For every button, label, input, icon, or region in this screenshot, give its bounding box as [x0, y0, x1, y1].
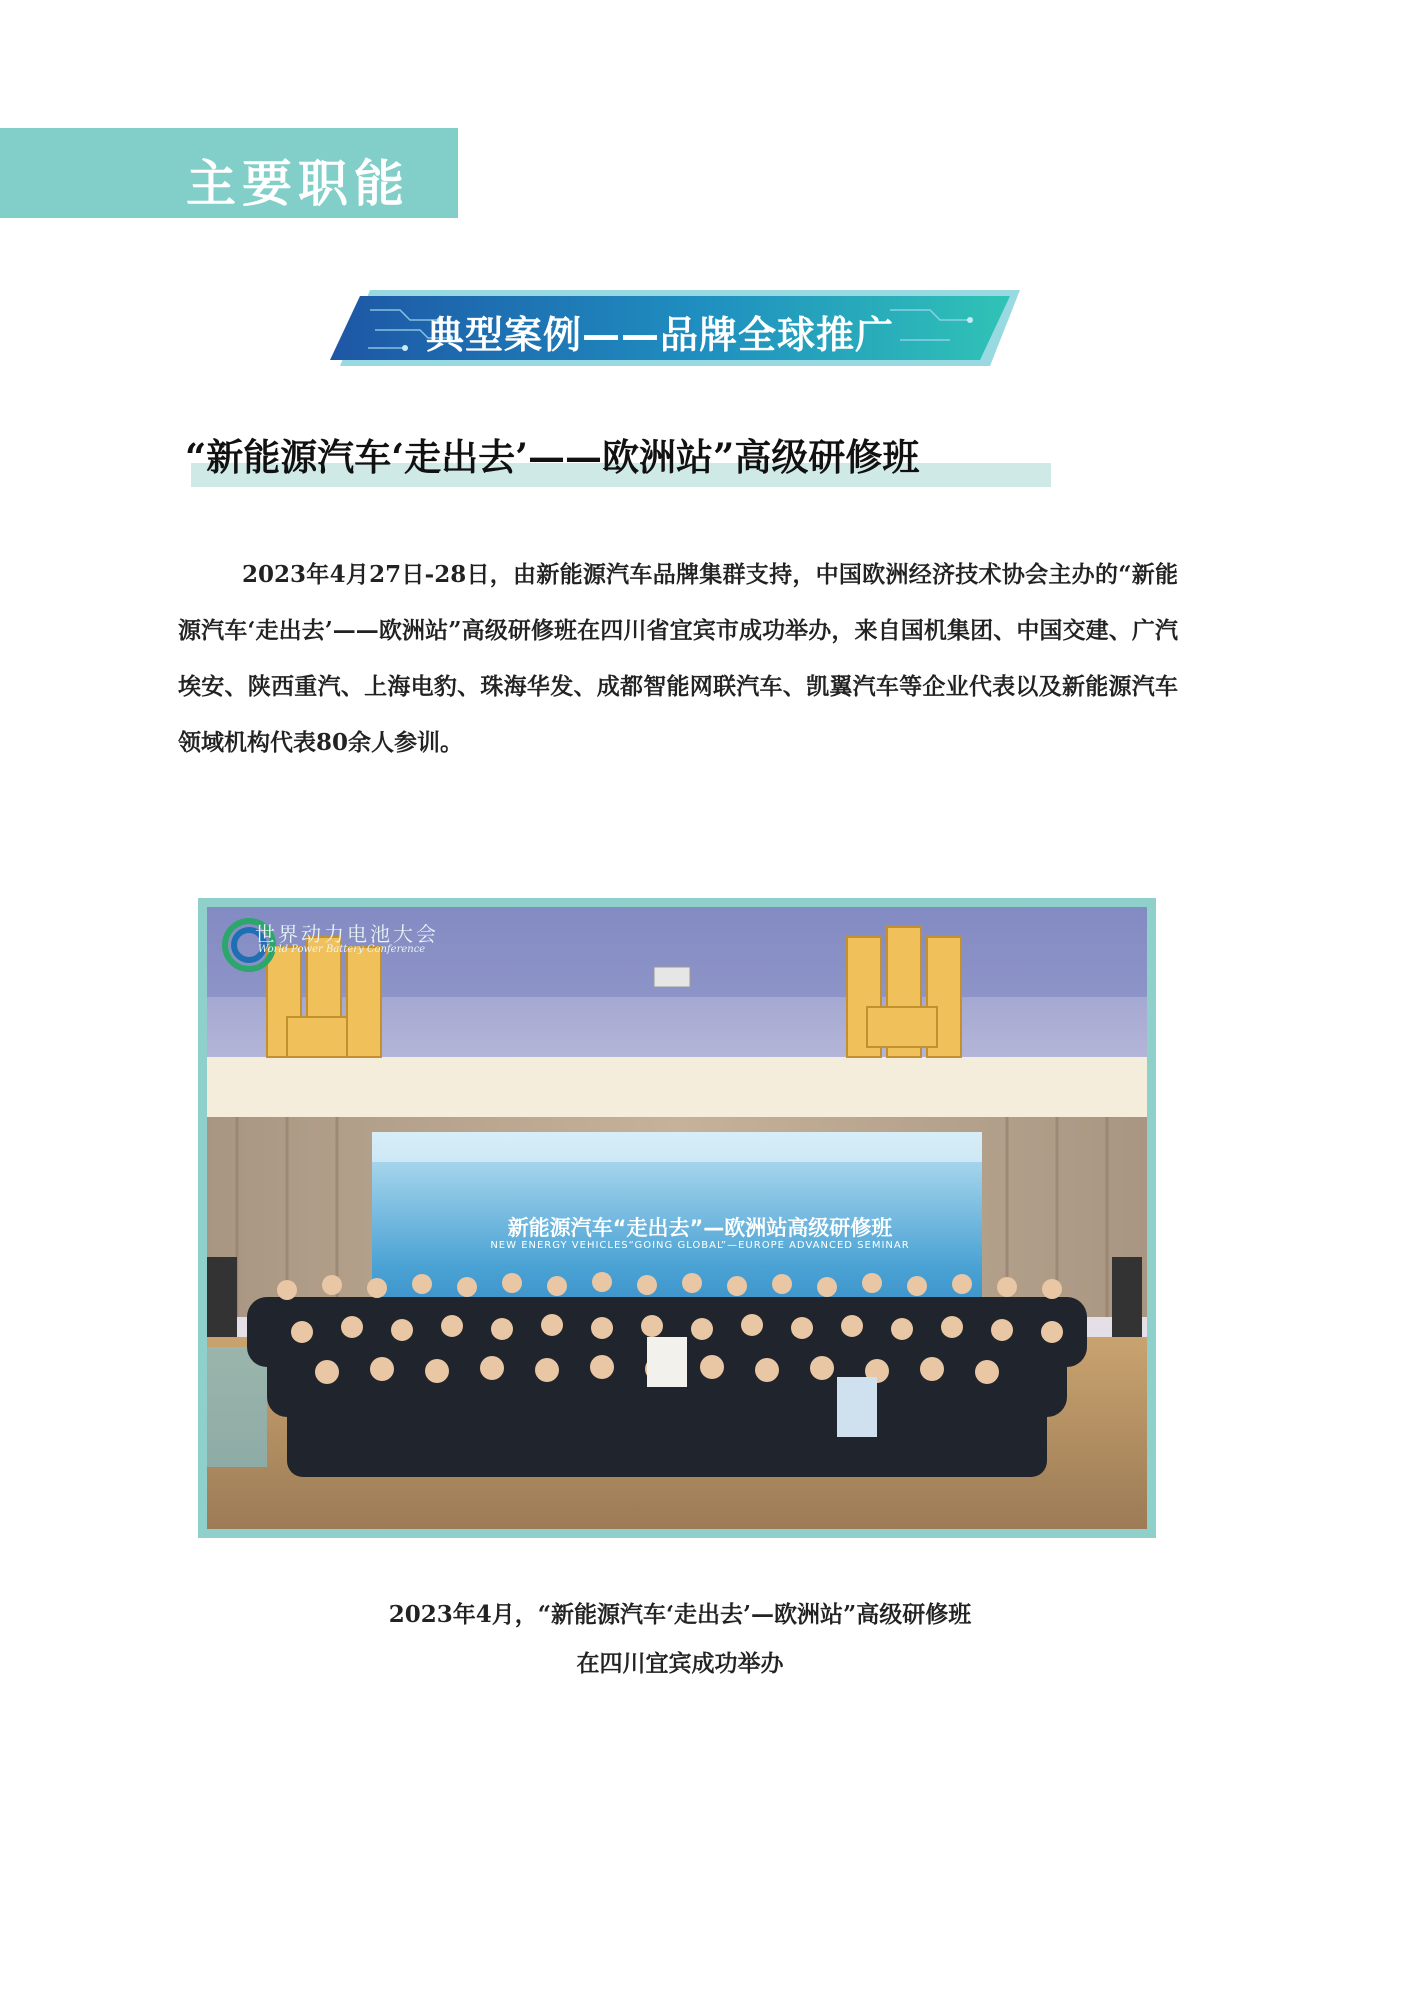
- section-title: 主要职能: [186, 155, 410, 213]
- photo-logo-en: World Power Battery Conference: [258, 944, 426, 955]
- section-tab: [0, 128, 458, 218]
- banner-title: 典型案例——品牌全球推广: [426, 313, 895, 357]
- article-body: 2023年4月27日-28日，由新能源汽车品牌集群支持，中国欧洲经济技术协会主办的“新能源汽车‘走出去’——欧洲站”高级研修班在四川省宜宾市成功举办，来自国机集团、中国交建、广汽埃安、陕西重汽、上海电豹、珠海华发、成都智能网联汽车、凯翼汽车等企业代表以及新能源汽车领域机构代表80余人参训。: [178, 561, 1178, 756]
- article-heading-block: [185, 427, 1055, 487]
- event-photo: [198, 898, 1156, 1538]
- article-heading: “新能源汽车‘走出去’——欧洲站”高级研修班: [185, 435, 920, 479]
- photo-screen-subtitle: NEW ENERGY VEHICLES“GOING GLOBAL”—EUROPE ADVANCED SEMINAR: [490, 1240, 910, 1251]
- photo-caption-line1: 2023年4月，“新能源汽车‘走出去’—欧洲站”高级研修班: [388, 1601, 972, 1628]
- photo-caption-line2: 在四川宜宾成功举办: [576, 1650, 784, 1677]
- case-banner: [330, 290, 1020, 366]
- photo-logo-cn: 世界动力电池大会: [255, 922, 439, 946]
- photo-screen-title: 新能源汽车“走出去”—欧洲站高级研修班: [507, 1216, 893, 1240]
